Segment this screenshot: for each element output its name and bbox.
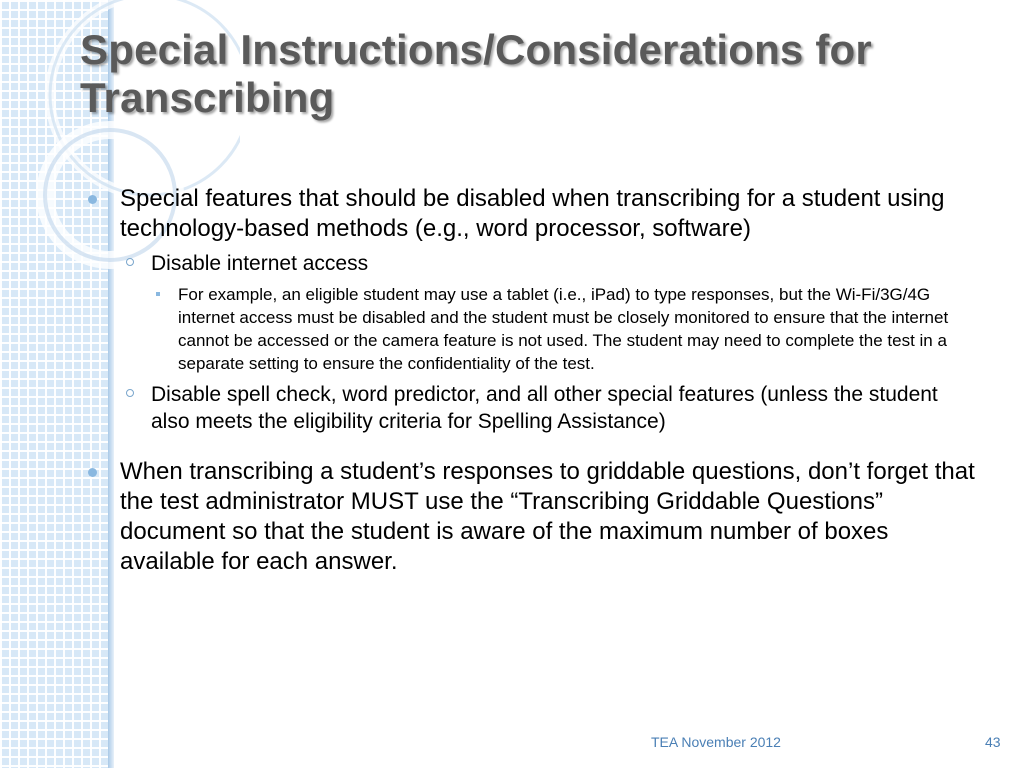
bullet-ring-icon xyxy=(126,389,134,397)
bullet-text: Special features that should be disabled when transcribing for a student using technology-based methods (e.g., word processor, software) xyxy=(120,185,945,242)
bullet-dot-icon xyxy=(88,195,97,204)
sub-bullet-item xyxy=(86,250,976,277)
slide-title: Special Instructions/Considerations for Transcribing xyxy=(80,26,872,121)
bullet-ring-icon xyxy=(126,258,134,266)
footer-date: TEA November 2012 xyxy=(651,734,781,750)
slide-content xyxy=(86,184,976,581)
bullet-dot-icon xyxy=(88,468,97,477)
sub-sub-bullet-text: For example, an eligible student may use a tablet (i.e., iPad) to type responses, but the Wi-Fi/3G/4G internet access must be disabled and the student must be closely monitored to ensure that the internet cannot be accessed or the camera feature is not used. The student may need to complete the test in a separate setting to ensure the confidentiality of the test. xyxy=(178,285,949,373)
sub-bullet-text: Disable spell check, word predictor, and all other special features (unless the student also meets the eligibility criteria for Spelling Assistance) xyxy=(151,383,938,433)
sub-bullet-text: Disable internet access xyxy=(151,252,369,275)
sub-sub-bullet-item xyxy=(86,283,976,375)
page-number: 43 xyxy=(985,734,1001,750)
bullet-item xyxy=(86,184,976,244)
bullet-text: When transcribing a student’s responses to griddable questions, don’t forget that the test administrator MUST use the “Transcribing Griddable Questions” document so that the student is aware of the maximum number of boxes available for each answer. xyxy=(120,458,975,575)
bullet-square-icon xyxy=(156,292,160,296)
sub-bullet-item xyxy=(86,381,976,435)
bullet-item xyxy=(86,457,976,577)
